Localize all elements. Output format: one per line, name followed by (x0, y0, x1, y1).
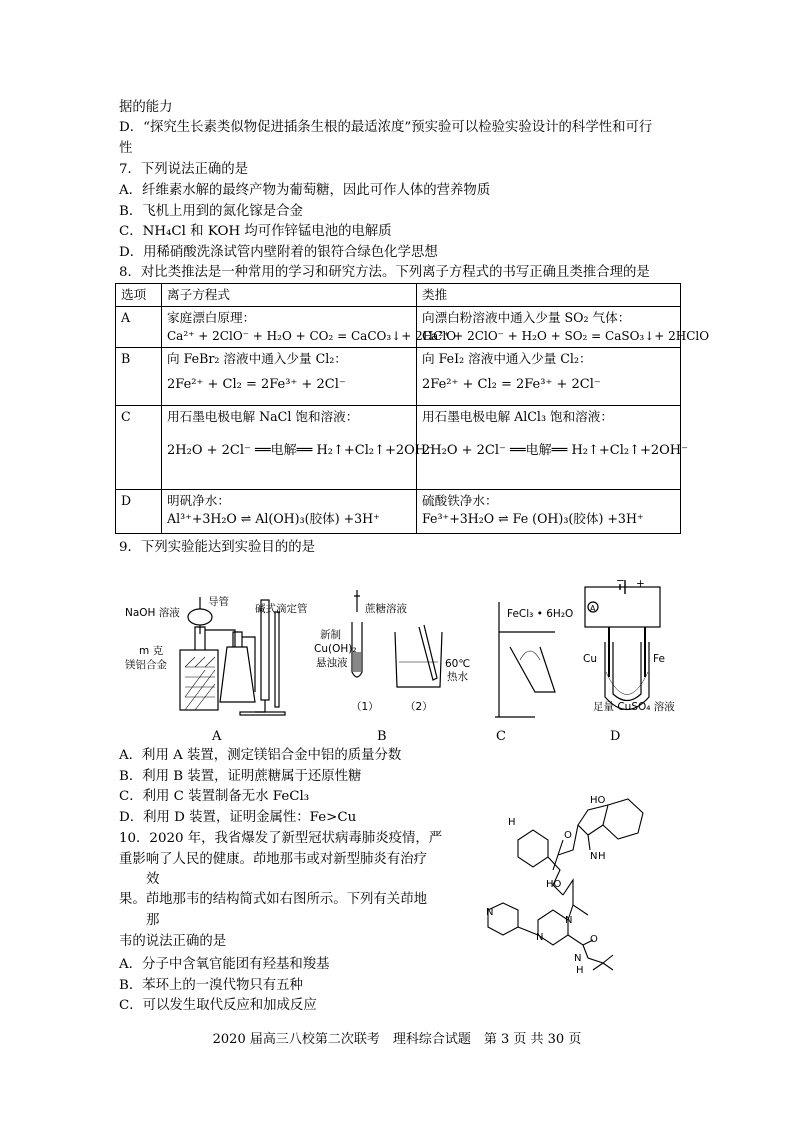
temp-label: 60℃ (445, 658, 471, 670)
ammeter-label: A (590, 604, 596, 613)
header-equation: 离子方程式 (162, 284, 417, 307)
ho-label: HO (590, 795, 606, 806)
text-line: D．“探究生长素类似物促进插条生根的最适浓度”预实验可以检验实验设计的科学性和可行 (119, 120, 653, 135)
h3-label: H (508, 817, 516, 828)
option-a: A．纤维素水解的最终产物为葡萄糖，因此可作人体的营养物质 (119, 183, 491, 198)
option-c: C．NH₄Cl 和 KOH 均可作锌锰电池的电解质 (119, 224, 392, 239)
fe-label: Fe (653, 653, 665, 665)
question-10-line: 韦的说法正确的是 (119, 934, 227, 949)
benzene-ring (518, 830, 548, 867)
table-row (116, 490, 681, 534)
question-10: 10．2020 年，我省爆发了新型冠状病毒肺炎疫情，严 (119, 831, 443, 846)
table-row (116, 406, 681, 490)
hot-water-label: 热水 (447, 671, 468, 683)
separatory-funnel (188, 609, 212, 625)
header-analogy: 类推 (417, 284, 681, 307)
question-9-option-a: A．利用 A 装置，测定镁铝合金中铝的质量分数 (119, 748, 402, 763)
h-label: H (598, 851, 606, 862)
option-b: B．飞机上用到的氮化镓是合金 (119, 204, 303, 219)
row-right: 硫酸铁净水： Fe³⁺+3H₂O ⇌ Fe (OH)₃(胶体) +3H⁺ (417, 490, 681, 534)
row-left: 用石墨电极电解 NaCl 饱和溶液： 2H₂O + 2Cl⁻ ══电解══ H₂↑+Cl₂↑+2OH⁻ (162, 406, 417, 490)
header-option: 选项 (116, 284, 162, 307)
option-d: D．用稀硝酸洗涤试管内壁附着的银符合绿色化学思想 (119, 245, 438, 260)
row-right: 向漂白粉溶液中通入少量 SO₂ 气体： Ca²⁺ + 2ClO⁻ + H₂O + SO₂ = CaSO₃↓+ 2HClO (417, 307, 681, 348)
o-label: O (564, 830, 572, 841)
ion-equation-table (115, 283, 710, 534)
cuso4-label: 足量 CuSO₄ 溶液 (593, 701, 675, 713)
page-footer: 2020 届高三八校第二次联考 理科综合试题 第 3 页 共 30 页 (212, 1032, 582, 1047)
label-b: B (377, 729, 387, 744)
question-10-line: 那 (146, 913, 160, 928)
n5-label: N (574, 953, 582, 964)
flame-apparatus (510, 647, 555, 692)
suspension-label: 悬浊液 (316, 657, 348, 669)
table-row (116, 348, 681, 406)
row-left: 家庭漂白原理： Ca²⁺ + 2ClO⁻ + H₂O + CO₂ = CaCO₃↓+ 2HClO (162, 307, 417, 348)
gas-bottle (220, 647, 255, 702)
question-10-option-b: B．苯环上的一溴代物只有五种 (119, 978, 303, 993)
plus-label: + (636, 578, 645, 590)
row-right: 向 FeI₂ 溶液中通入少量 Cl₂： 2Fe²⁺ + Cl₂ = 2Fe³⁺ + 2Cl⁻ (417, 348, 681, 406)
burette-label: 碱式滴定管 (255, 603, 308, 615)
row-option: C (116, 406, 162, 490)
question-9-option-b: B．利用 B 装置，证明蔗糖属于还原性糖 (119, 769, 362, 784)
dropper (354, 590, 360, 612)
text-line: 性 (119, 141, 133, 156)
row-option: A (116, 307, 162, 348)
ho2-label: HO (546, 879, 562, 890)
question-9-option-d: D．利用 D 装置，证明金属性：Fe>Cu (119, 810, 357, 825)
label-d: D (610, 729, 621, 744)
table-row (116, 307, 681, 348)
cu-label: Cu (583, 653, 597, 665)
question-10-option-a: A．分子中含氧官能团有羟基和羧基 (119, 957, 330, 972)
benzene-ring (603, 799, 643, 839)
o2-label: O (590, 934, 598, 945)
alloy-flask (180, 650, 218, 710)
row-option: D (116, 490, 162, 534)
label-a: A (212, 729, 222, 744)
circuit (585, 587, 660, 627)
tube-label: 导管 (208, 596, 229, 608)
sucrose-label: 蔗糖溶液 (365, 603, 407, 615)
question-8: 8．对比类推法是一种常用的学习和研究方法。下列离子方程式的书写正确且类推合理的是 (119, 265, 650, 280)
minus-label: − (616, 575, 625, 587)
step1-label: （1） (351, 701, 379, 713)
question-10-line: 效 (146, 872, 160, 887)
question-9: 9．下列实验能达到实验目的的是 (119, 540, 315, 555)
fresh-label: 新制 (320, 629, 341, 641)
label-c: C (496, 729, 506, 744)
question-10-option-c: C．可以发生取代反应和加成反应 (119, 998, 317, 1013)
question-10-line: 果。茚地那韦的结构简式如右图所示。下列有关茚地 (119, 892, 427, 907)
n3-label: N (536, 932, 544, 943)
burette (261, 600, 269, 700)
row-right: 用石墨电极电解 AlCl₃ 饱和溶液： 2H₂O + 2Cl⁻ ══电解══ H₂↑+Cl₂↑+2OH⁻ (417, 406, 681, 490)
question-10-line: 重影响了人民的健康。茚地那韦或对新型肺炎有治疗 (119, 852, 427, 867)
cuoh-label: Cu(OH)₂ (314, 643, 357, 655)
text-line: 据的能力 (119, 100, 173, 115)
naoh-label: NaOH 溶液 (125, 607, 180, 619)
n2-label: N (565, 915, 573, 926)
fecl3-label: FeCl₃ • 6H₂O (507, 608, 574, 620)
u-tube (605, 642, 649, 710)
n-label: N (590, 851, 598, 862)
row-left: 明矾净水： Al³⁺+3H₂O ⇌ Al(OH)₃(胶体) +3H⁺ (162, 490, 417, 534)
row-option: B (116, 348, 162, 406)
question-7: 7．下列说法正确的是 (119, 162, 249, 177)
question-9-option-c: C．利用 C 装置制备无水 FeCl₃ (119, 789, 310, 804)
mass-label: m 克 (139, 645, 164, 657)
apparatus-figure (115, 572, 685, 747)
h2-label: H (576, 965, 584, 975)
indinavir-structure (478, 795, 668, 975)
table-header-row (116, 284, 681, 307)
step2-label: （2） (405, 701, 433, 713)
n4-label: N (486, 907, 494, 918)
row-left: 向 FeBr₂ 溶液中通入少量 Cl₂： 2Fe²⁺ + Cl₂ = 2Fe³⁺ + 2Cl⁻ (162, 348, 417, 406)
alloy-label: 镁铝合金 (125, 659, 167, 671)
